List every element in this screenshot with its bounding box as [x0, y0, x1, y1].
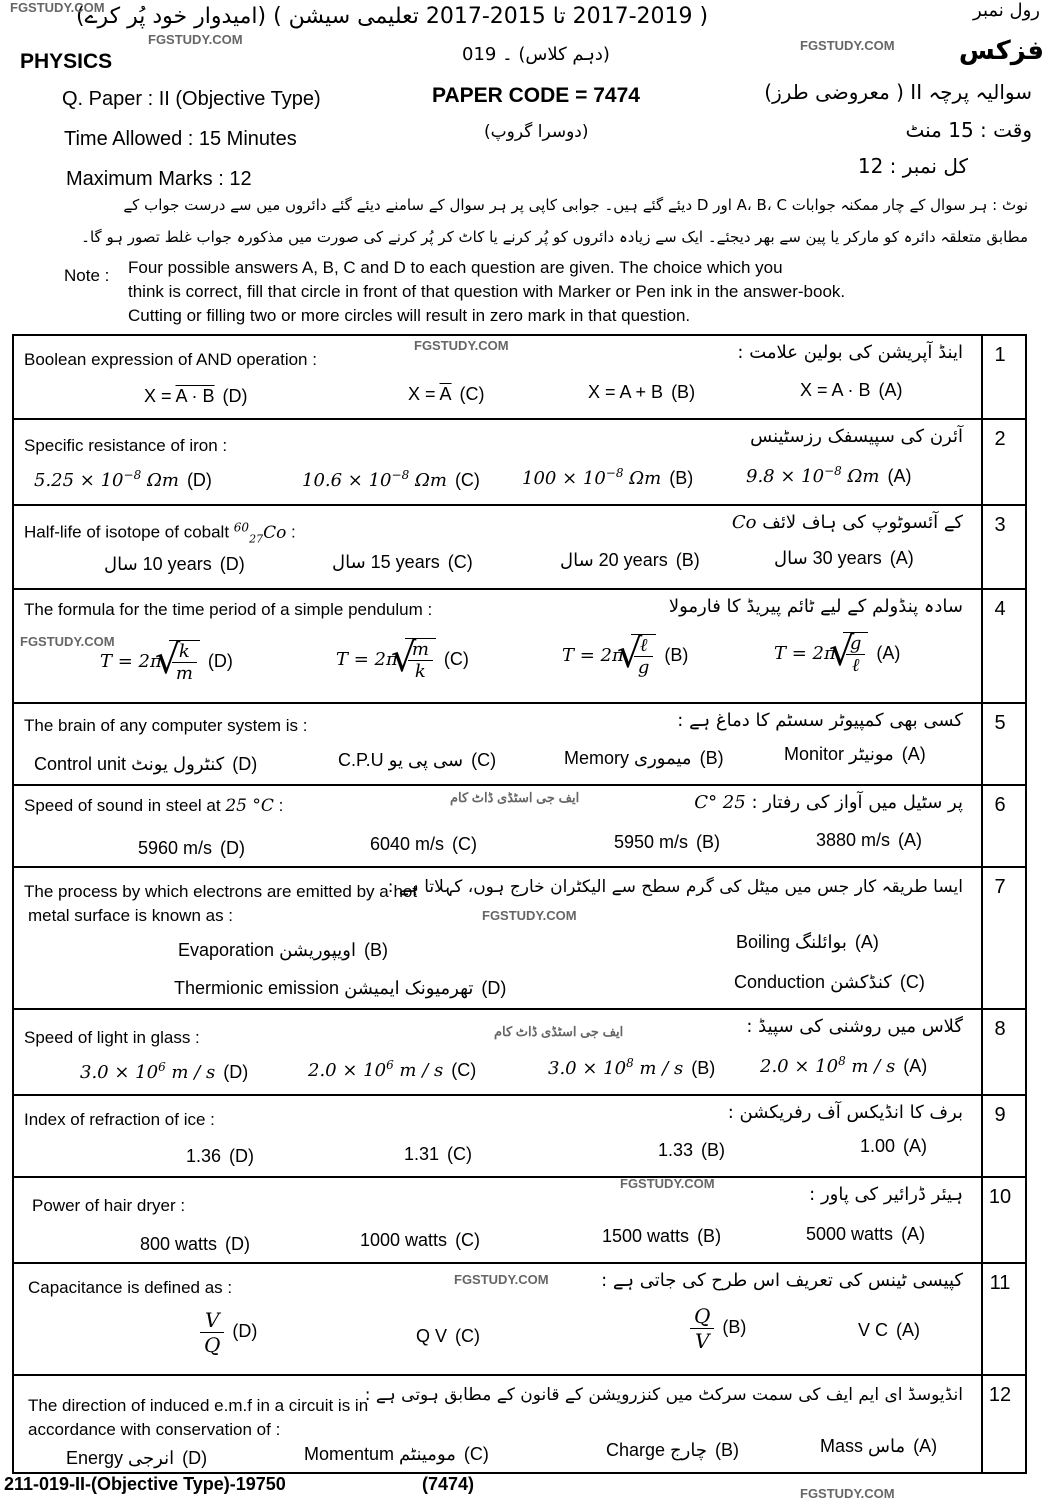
group-label: (دوسرا گروپ) [484, 122, 589, 142]
option-b: سال 20 years (B) [560, 550, 700, 571]
option-c: C.P.U سی پی یو (C) [338, 750, 497, 770]
question-text: Boolean expression of AND operation : [24, 350, 317, 369]
watermark: FGSTUDY.COM [148, 32, 243, 47]
question-number: 11 [989, 1272, 1011, 1294]
question-text: Power of hair dryer : [32, 1196, 186, 1215]
class-line: (دہم کلاس) ۔ 019 [462, 44, 610, 65]
question-text-urdu: گلاس میں روشنی کی سپیڈ : [746, 1016, 963, 1037]
subject-title: PHYSICS [20, 50, 113, 73]
option-c: 1000 watts (C) [360, 1230, 481, 1250]
option-b: Charge چارج (B) [606, 1440, 739, 1460]
question-text-urdu: اینڈ آپریشن کی بولین علامت : [737, 342, 963, 363]
question-number: 7 [994, 876, 1006, 898]
note-line2: think is correct, fill that circle in front of that question with Marker or Pen ink in the answer-book. [128, 282, 846, 301]
option-c: 1.31 (C) [404, 1144, 473, 1164]
option-b: 1.33 (B) [658, 1140, 726, 1160]
question-text-line2: accordance with conservation of : [28, 1420, 281, 1439]
option-d: X = A · B (D) [144, 386, 248, 406]
note-line1: Four possible answers A, B, C and D to each question are given. The choice which you [128, 258, 783, 277]
question-4 [14, 588, 1025, 702]
session-line: ( 2017-2019 تا 2015-2017 تعلیمی سیشن ) (امیدوار خود پُر کرے) [76, 4, 709, 29]
option-d: 1.36 (D) [186, 1146, 255, 1166]
option-c: Conduction کنڈکشن (C) [734, 972, 925, 992]
option-b: $\frac{Q}{V}$ (B) [690, 1304, 746, 1353]
paper-type: Q. Paper : II (Objective Type) [62, 88, 321, 110]
option-d: Control unit کنٹرول یونٹ (D) [34, 754, 258, 774]
option-c: T = 2π √ $\frac{m}{k}$ (C) [336, 638, 469, 682]
question-text-urdu: آئرن کی سپیسفک رزسٹینس [750, 426, 963, 447]
question-number: 5 [994, 712, 1006, 734]
subject-title-urdu: فزکس [958, 36, 1044, 66]
question-text-urdu: ہیئر ڈرائیر کی پاور : [809, 1184, 963, 1205]
option-d: $5.25 \times 10^{-8}$ Ωm (D) [34, 468, 212, 491]
option-b: Memory میموری (B) [564, 748, 724, 768]
option-b: $100 \times 10^{-8}$ Ωm (B) [522, 466, 694, 489]
option-a: $9.8 \times 10^{-8}$ Ωm (A) [746, 464, 912, 487]
option-c: $2.0 \times 10^6$ m / s (C) [308, 1058, 477, 1081]
option-c: 6040 m/s (C) [370, 834, 478, 854]
question-10 [14, 1176, 1025, 1262]
option-c: سال 15 years (C) [332, 552, 473, 573]
question-text: Speed of light in glass : [24, 1028, 200, 1047]
option-c: Momentum مومینٹم (C) [304, 1444, 489, 1464]
question-text-line2: metal surface is known as : [28, 906, 234, 925]
question-number: 10 [988, 1186, 1012, 1208]
question-12 [14, 1374, 1025, 1474]
footer-paper-id: 211-019-II-(Objective Type)-19750 [4, 1474, 286, 1494]
note-line3: Cutting or filling two or more circles will result in zero mark in that question. [128, 306, 691, 325]
option-a: Boiling بوائلنگ (A) [736, 932, 879, 952]
option-a: 1.00 (A) [860, 1136, 928, 1156]
watermark-urdu: ایف جی اسٹڈی ڈاٹ کام [494, 1024, 624, 1039]
option-b: 5950 m/s (B) [614, 832, 721, 852]
watermark: FGSTUDY.COM [20, 634, 115, 649]
question-number: 8 [994, 1018, 1006, 1040]
question-text-urdu: ایسا طریقہ کار جس میں میٹل کی گرم سطح سے الیکٹران خارج ہوں، کہلاتا ہے : [387, 877, 963, 897]
option-c: Q V (C) [416, 1326, 481, 1346]
option-d: $3.0 \times 10^6$ m / s (D) [80, 1060, 249, 1083]
question-text: Index of refraction of ice : [24, 1110, 215, 1129]
watermark: FGSTUDY.COM [482, 908, 577, 923]
questions-table [12, 334, 1027, 1474]
option-d: سال 10 years (D) [104, 554, 245, 575]
paper-code: PAPER CODE = 7474 [432, 84, 640, 107]
option-a: Mass ماس (A) [820, 1436, 938, 1456]
option-d: T = 2π √ $\frac{k}{m}$ (D) [100, 640, 233, 684]
watermark: FGSTUDY.COM [454, 1272, 549, 1287]
question-3 [14, 504, 1025, 588]
question-text-urdu: انڈیوسڈ ای ایم ایف کی سمت سرکٹ میں کنزرویشن کے قانون کے مطابق ہوتی ہے : [364, 1385, 963, 1405]
footer-paper-code: (7474) [422, 1474, 475, 1494]
option-a: 5000 watts (A) [806, 1224, 926, 1244]
paper-type-urdu: سوالیہ پرچہ II ( معروضی طرز) [764, 80, 1032, 104]
question-text: The direction of induced e.m.f in a circuit is in [28, 1396, 369, 1415]
watermark: FGSTUDY.COM [414, 338, 509, 353]
option-a: $2.0 \times 10^8$ m / s (A) [760, 1054, 928, 1077]
option-a: X = A · B (A) [800, 380, 903, 400]
time-allowed: Time Allowed : 15 Minutes [64, 128, 297, 150]
watermark: FGSTUDY.COM [620, 1176, 715, 1191]
maximum-marks: Maximum Marks : 12 [66, 168, 252, 190]
question-text: The formula for the time period of a simple pendulum : [24, 600, 433, 619]
option-a: V C (A) [858, 1320, 921, 1340]
question-6 [14, 784, 1025, 866]
watermark: FGSTUDY.COM [800, 1486, 895, 1501]
option-a: Monitor مونیٹر (A) [784, 744, 926, 764]
question-8 [14, 1008, 1025, 1094]
option-c: $X = \overline{A}$ (C) [408, 384, 485, 404]
option-c: $10.6 \times 10^{-8}$ Ωm (C) [302, 468, 480, 491]
option-b: T = 2π √ $\frac{\text{ℓ}}{g}$ (B) [562, 634, 688, 678]
question-2 [14, 418, 1025, 504]
watermark-urdu: ایف جی اسٹڈی ڈاٹ کام [450, 790, 580, 805]
option-b: $3.0 \times 10^8$ m / s (B) [548, 1056, 716, 1079]
watermark: FGSTUDY.COM [10, 0, 105, 15]
question-number: 2 [994, 428, 1006, 450]
question-number: 4 [994, 598, 1006, 620]
question-1 [14, 336, 1025, 418]
question-11 [14, 1262, 1025, 1374]
maximum-marks-urdu: کل نمبر : 12 [857, 154, 968, 178]
time-allowed-urdu: وقت : 15 منٹ [905, 118, 1032, 142]
option-d: 800 watts (D) [140, 1234, 251, 1254]
option-d: 5960 m/s (D) [138, 838, 246, 858]
watermark: FGSTUDY.COM [800, 38, 895, 53]
option-b: Evaporation اویپوریشن (B) [178, 940, 388, 960]
question-text: The process by which electrons are emitted by a hot [24, 882, 418, 901]
option-b: X = A + B (B) [588, 382, 696, 402]
option-b: 1500 watts (B) [602, 1226, 722, 1246]
roll-number-label: رول نمبر [973, 0, 1040, 21]
question-number: 9 [994, 1104, 1006, 1126]
question-text-urdu: پر سٹیل میں آواز کی رفتار : 25 °C [694, 792, 963, 813]
question-text: The brain of any computer system is : [24, 716, 308, 735]
question-5 [14, 702, 1025, 784]
note-urdu-line2: مطابق متعلقہ دائرہ کو مارکر یا پین سے بھر دیجئے۔ ایک سے زیادہ دائروں کو پُر کرنے یا کاٹ کر پُر کرنے کی صورت میں مذکورہ جواب غلط تصور ہو گا۔ [81, 228, 1028, 246]
question-text-urdu: کسی بھی کمپیوٹر سسٹم کا دماغ ہے : [677, 710, 963, 731]
question-text: Specific resistance of iron : [24, 436, 228, 455]
question-text: Capacitance is defined as : [28, 1278, 233, 1297]
note-urdu-line1: نوٹ : ہر سوال کے چار ممکنہ جوابات A، B، C اور D دیئے گئے ہیں۔ جوابی کاپی پر ہر سوال کے سامنے دیئے گئے دائروں میں سے درست جواب کے [123, 196, 1028, 214]
question-number: 12 [988, 1384, 1012, 1406]
question-number: 6 [994, 794, 1006, 816]
option-d: Thermionic emission تھرمیونک ایمیشن (D) [174, 978, 507, 998]
option-d: Energy انرجی (D) [66, 1448, 208, 1468]
question-9 [14, 1094, 1025, 1176]
note-label: Note : [64, 266, 110, 285]
question-text-urdu: کے آئسوٹوپ کی ہاف لائف Co [731, 512, 963, 533]
question-text: Half-life of isotope of cobalt $^{60}_{27}$Co : [24, 520, 296, 546]
question-text-urdu: سادہ پنڈولم کے لیے ٹائم پیریڈ کا فارمولا [668, 596, 963, 617]
option-d: $\frac{V}{Q}$ (D) [200, 1308, 257, 1357]
question-number: 3 [994, 514, 1006, 536]
question-text-urdu: برف کا انڈیکس آف رفریکشن : [727, 1102, 963, 1123]
question-number: 1 [994, 344, 1006, 366]
question-text: Speed of sound in steel at 25 °C : [24, 796, 284, 816]
question-7 [14, 866, 1025, 1008]
option-a: T = 2π √ $\frac{g}{\text{ℓ}}$ (A) [774, 632, 900, 676]
option-a: 3880 m/s (A) [816, 830, 923, 850]
question-text-urdu: کپیسی ٹینس کی تعریف اس طرح کی جاتی ہے : [601, 1270, 963, 1291]
option-a: سال 30 years (A) [774, 548, 914, 569]
